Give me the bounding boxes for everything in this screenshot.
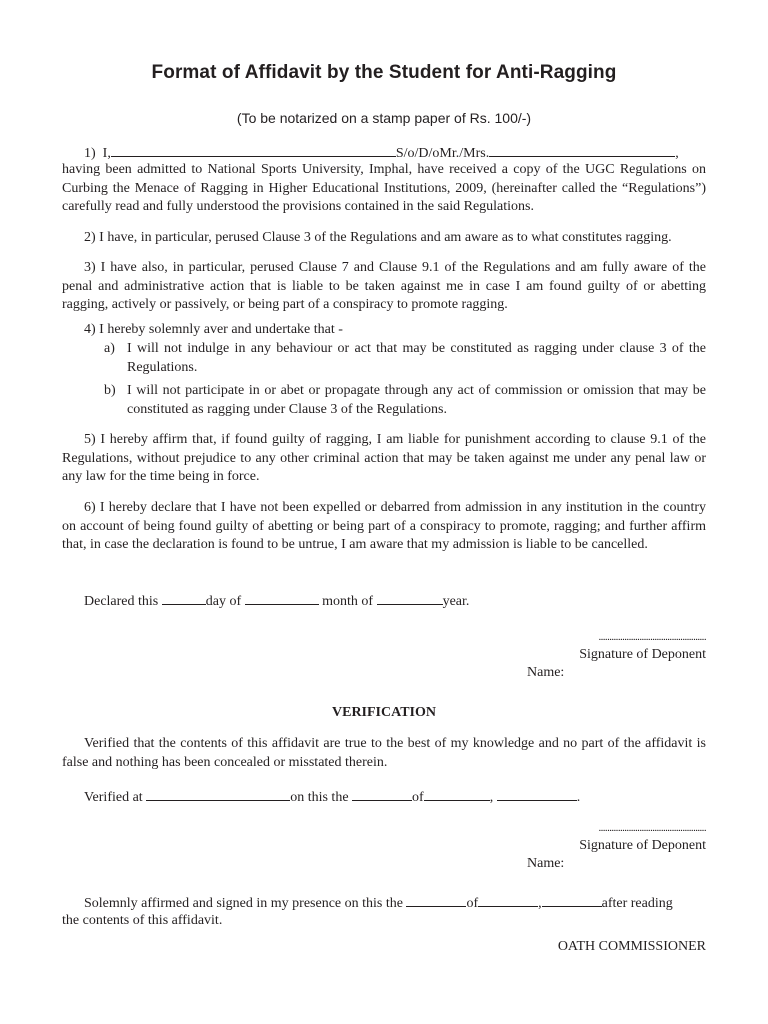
affirm-day-blank	[406, 893, 466, 907]
clause-4b-text: I will not participate in or abet or propagate through any act of commission or omission that may be constituted as ragging under Clause 3 of the Regulations.	[127, 383, 706, 417]
verified-at-text: Verified at	[84, 790, 147, 805]
year-text: year.	[442, 594, 470, 609]
verify-period: .	[576, 790, 581, 805]
declared-line	[84, 591, 469, 611]
clause-2: 2) I have, in particular, perused Clause 3 of the Regulations and am aware as to what constitutes ragging.	[84, 230, 672, 245]
verify-of-text: of	[412, 790, 424, 805]
day-of-text: day of	[205, 594, 245, 609]
clause-4a-text: I will not indulge in any behaviour or act that may be constituted as ragging under clause 3 of the Regulations.	[127, 341, 706, 375]
clause-4a	[104, 340, 706, 377]
clause-3: 3) I have also, in particular, perused Clause 7 and Clause 9.1 of the Regulations and am fully aware of the penal and administrative action that is liable to be taken against me in case I am found guilty of or abetting ragging, actively or passively, or being part of a conspiracy to promote ragging.	[62, 260, 706, 313]
day-blank	[162, 591, 206, 605]
clause-1-i: I,	[102, 146, 111, 161]
month-of-text: month of	[318, 594, 377, 609]
verify-day-blank	[352, 787, 412, 801]
clause-4b-label: b)	[104, 383, 116, 398]
clause-4b	[104, 382, 706, 419]
signature-line-2: ..................................................	[598, 822, 706, 834]
place-blank	[146, 787, 290, 801]
clause-1-comma: ,	[675, 146, 679, 161]
parent-name-blank	[489, 143, 675, 157]
deponent-name-label-2: Name:	[527, 856, 565, 871]
clause-5: 5) I hereby affirm that, if found guilty of ragging, I am liable for punishment according to clause 9.1 of the Regulations, without prejudice to any other criminal action that may be taken against me under any penal law or any law for the time being in force.	[62, 432, 706, 485]
month-blank	[245, 591, 319, 605]
affirm-of-text: of	[466, 896, 479, 911]
verified-at-line	[84, 787, 580, 807]
clause-1-first-line	[84, 143, 679, 163]
verify-month-blank	[424, 787, 490, 801]
clause-4: 4) I hereby solemnly aver and undertake that -	[84, 322, 343, 337]
oath-commissioner-label: OATH COMMISSIONER	[557, 939, 706, 954]
clause-1-relation: S/o/D/oMr./Mrs.	[395, 146, 490, 161]
year-blank	[377, 591, 443, 605]
page-title: Format of Affidavit by the Student for Anti-Ragging	[151, 62, 617, 83]
solemnly-affirmed-line-2: the contents of this affidavit.	[62, 913, 223, 928]
affirm-month-blank	[478, 893, 538, 907]
signature-of-deponent-label-2: Signature of Deponent	[579, 838, 706, 853]
clause-1-body: having been admitted to National Sports University, Imphal, have received a copy of the UGC Regulations on Curbing the Menace of Ragging in Higher Educational Institutions, 2009, (hereinafter called the “Regulations”) carefully read and fully understood the provisions contained in the said Regulations.	[62, 162, 706, 215]
after-reading-text: after reading	[601, 896, 673, 911]
clause-4a-label: a)	[104, 341, 115, 356]
deponent-name-label: Name:	[527, 665, 565, 680]
clause-1-number: 1)	[84, 146, 96, 161]
on-this-the-text: on this the	[290, 790, 353, 805]
verify-year-blank	[497, 787, 577, 801]
clause-6: 6) I hereby declare that I have not been expelled or debarred from admission in any institution in the country on account of being found guilty of abetting or being part of a conspiracy to promote, ragging; and further affirm that, in case the declaration is found to be untrue, I am aware that my admission is liable to be cancelled.	[62, 500, 706, 553]
solemnly-text: Solemnly affirmed and signed in my presence on this the	[84, 896, 407, 911]
signature-line: ..................................................	[598, 631, 706, 643]
page-subtitle: (To be notarized on a stamp paper of Rs. 100/-)	[236, 110, 532, 126]
declared-text: Declared this	[84, 594, 162, 609]
verification-heading: VERIFICATION	[332, 705, 436, 720]
deponent-name-blank	[111, 143, 396, 157]
affirm-year-blank	[542, 893, 602, 907]
verify-comma: ,	[489, 790, 497, 805]
affirm-comma: ,	[538, 896, 542, 911]
signature-of-deponent-label: Signature of Deponent	[579, 647, 706, 662]
solemnly-affirmed-line	[84, 893, 673, 913]
verification-text: Verified that the contents of this affidavit are true to the best of my knowledge and no part of the affidavit is false and nothing has been concealed or misstated therein.	[62, 736, 706, 770]
